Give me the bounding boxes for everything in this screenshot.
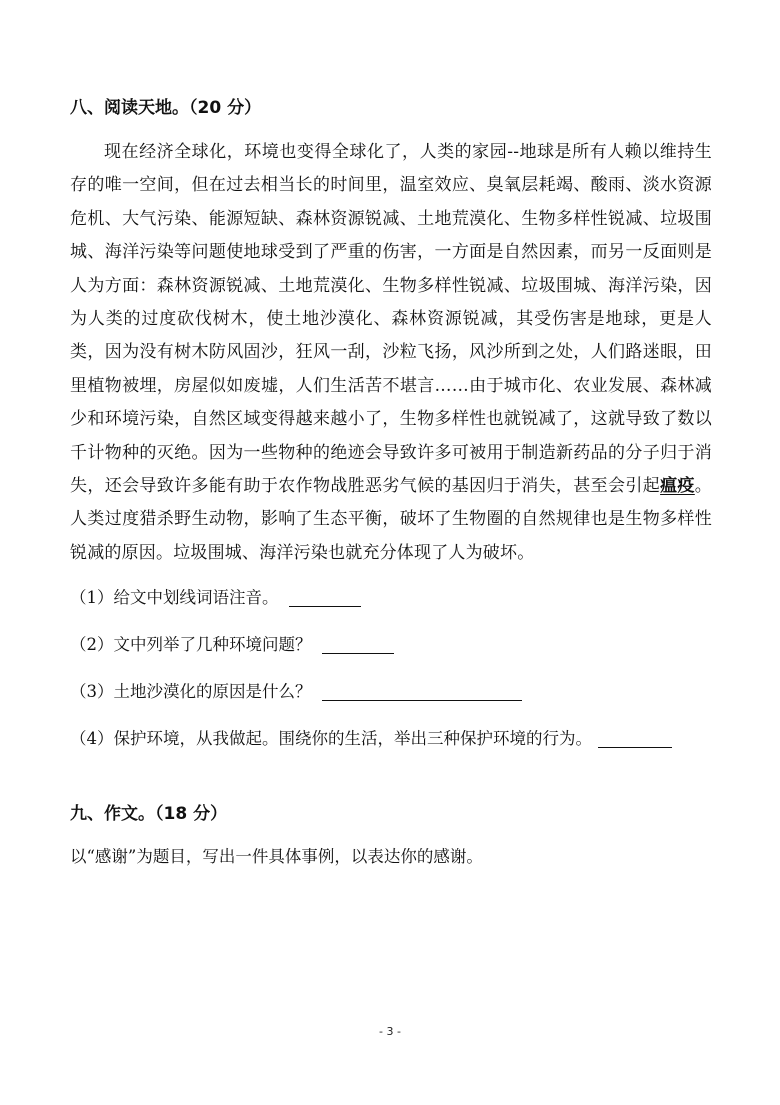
question-3-text: （3）土地沙漠化的原因是什么？ bbox=[70, 681, 312, 701]
question-2-text: （2）文中列举了几种环境问题？ bbox=[70, 634, 312, 654]
section-9-title: 九、作文。（18 分） bbox=[70, 804, 228, 825]
section-9 bbox=[70, 802, 712, 869]
question-1-text: （1）给文中划线词语注音。 bbox=[70, 587, 279, 607]
section-8-title: 八、阅读天地。（20 分） bbox=[70, 98, 262, 118]
question-2 bbox=[70, 621, 712, 668]
answer-blank-2[interactable] bbox=[322, 635, 394, 654]
answer-blank-4[interactable] bbox=[598, 729, 672, 748]
essay-prompt: 以“感谢”为题目，写出一件具体事例，以表达你的感谢。 bbox=[70, 847, 483, 867]
page-number: - 3 - bbox=[379, 1025, 401, 1038]
answer-blank-1[interactable] bbox=[289, 588, 361, 607]
question-4 bbox=[70, 715, 712, 762]
exam-page bbox=[70, 96, 712, 869]
reading-passage bbox=[70, 136, 712, 570]
question-4-text: （4）保护环境，从我做起。围绕你的生活，举出三种保护环境的行为。 bbox=[70, 728, 592, 748]
answer-blank-3[interactable] bbox=[322, 682, 522, 701]
passage-text-before: 现在经济全球化，环境也变得全球化了，人类的家园--地球是所有人赖以维持生存的唯一空间，但在过去相当长的时间里，温室效应、臭氧层耗竭、酸雨、淡水资源危机、大气污染、能源短缺、森林资源锐减、土地荒漠化、生物多样性锐减、垃圾围城、海洋污染等问题使地球受到了严重的伤害，一方面是自然因素，而另一反面则是人为方面：森林资源锐减、土地荒漠化、生物多样性锐减、垃圾围城、海洋污染，因为人类的过度砍伐树木，使土地沙漠化、森林资源锐减，其受伤害是地球，更是人类，因为没有树木防风固沙，狂风一刮，沙粒飞扬，风沙所到之处，人们路迷眼，田里植物被埋，房屋似如废墟，人们生活苦不堪言……由于城市化、农业发展、森林减少和环境污染，自然区域变得越来越小了，生物多样性也就锐减了，这就导致了数以千计物种的灭绝。因为一些物种的绝迹会导致许多可被用于制造新药品的分子归于消失，还会导致许多能有助于农作物战胜恶劣气候的基因归于消失，甚至会引起 bbox=[70, 142, 712, 497]
question-list bbox=[70, 574, 712, 762]
question-1 bbox=[70, 574, 712, 621]
underlined-word: 瘟疫 bbox=[660, 476, 695, 497]
passage-text-after: 。人类过度猎杀野生动物，影响了生态平衡，破坏了生物圈的自然规律也是生物多样性锐减的原因。垃圾围城、海洋污染也就充分体现了人为破坏。 bbox=[70, 476, 712, 563]
question-3 bbox=[70, 668, 712, 715]
